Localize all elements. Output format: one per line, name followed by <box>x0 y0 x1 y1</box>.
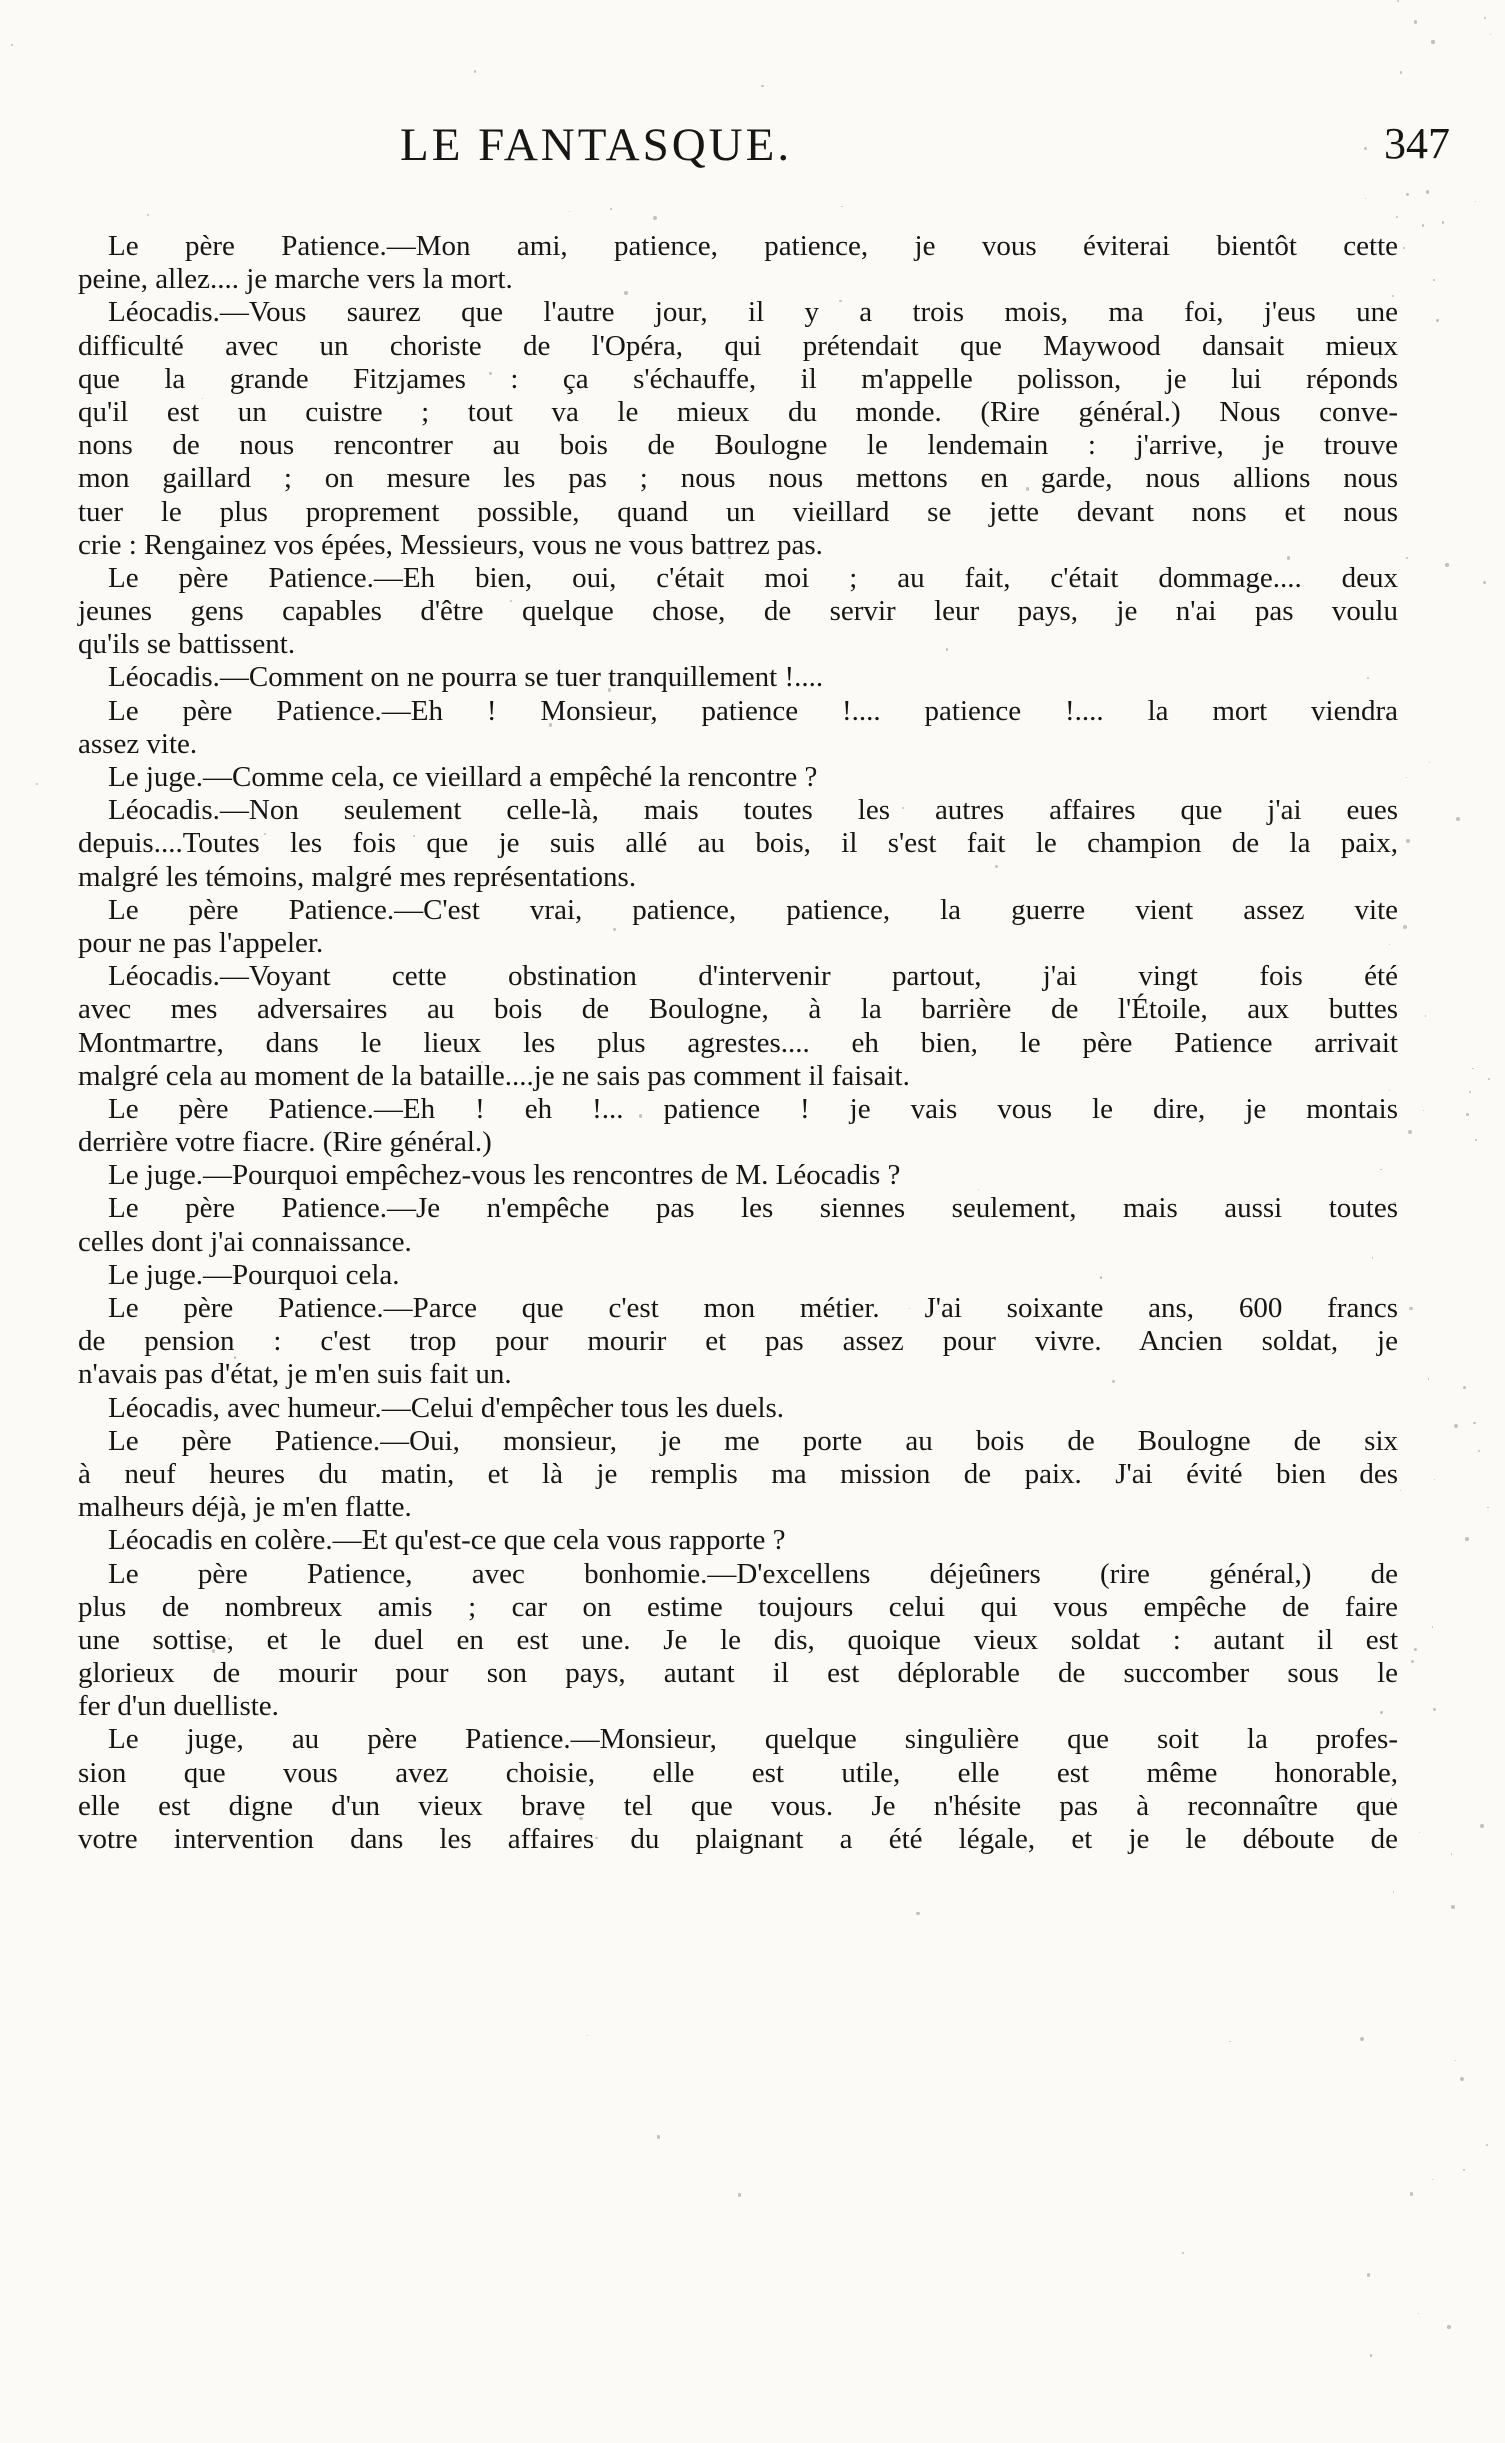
text-line: Le juge.—Pourquoi empêchez-vous les rencontres de M. Léocadis ? <box>108 1159 901 1192</box>
print-speck <box>1429 762 1430 763</box>
text-line: de pension : c'est trop pour mourir et pas assez pour vivre. Ancien soldat, je <box>78 1325 1398 1358</box>
print-speck <box>624 291 628 295</box>
print-speck <box>1463 1386 1466 1389</box>
print-speck <box>1447 2325 1451 2329</box>
print-speck <box>1483 581 1486 584</box>
text-line: Montmartre, dans le lieux les plus agrestes.... eh bien, le père Patience arrivait <box>78 1026 1398 1059</box>
text-line: assez vite. <box>78 727 198 760</box>
print-speck <box>1273 1809 1276 1812</box>
print-speck <box>1442 221 1444 223</box>
print-speck <box>1432 2179 1433 2180</box>
print-speck <box>36 783 38 785</box>
text-line: tuer le plus proprement possible, quand un vieillard se jette devant nons et nous <box>78 495 1398 528</box>
print-speck <box>1487 1507 1489 1509</box>
text-line: Le père Patience.—Eh ! eh !... patience ! je vais vous le dire, je montais <box>108 1092 1398 1125</box>
print-speck <box>1486 2144 1488 2146</box>
print-speck <box>639 1114 643 1118</box>
print-speck <box>841 206 842 207</box>
print-speck <box>212 1649 215 1652</box>
print-speck <box>1418 2313 1420 2315</box>
print-speck <box>653 216 657 220</box>
print-speck <box>1473 1422 1475 1424</box>
print-speck <box>1411 1660 1414 1663</box>
page-header <box>80 118 1460 188</box>
running-title: LE FANTASQUE. <box>400 119 793 171</box>
text-line: malheurs déjà, je m'en flatte. <box>78 1491 412 1524</box>
print-speck <box>1370 2354 1373 2357</box>
print-speck <box>1463 2169 1465 2171</box>
text-line: Le père Patience, avec bonhomie.—D'excellens déjeûners (rire général,) de <box>108 1557 1398 1590</box>
text-line: nons de nous rencontrer au bois de Boulogne le lendemain : j'arrive, je trouve <box>78 429 1398 462</box>
print-speck <box>946 648 948 650</box>
print-speck <box>1460 2077 1464 2081</box>
print-speck <box>549 723 553 727</box>
text-line: glorieux de mourir pour son pays, autant il est déplorable de succomber sous le <box>78 1657 1398 1690</box>
text-line: Le juge.—Pourquoi cela. <box>108 1258 400 1291</box>
print-speck <box>1478 1450 1480 1452</box>
text-line: avec mes adversaires au bois de Boulogne, à la barrière de l'Étoile, aux buttes <box>78 993 1398 1026</box>
text-line: n'avais pas d'état, je m'en suis fait un. <box>78 1358 512 1391</box>
text-line: Le père Patience.—Eh ! Monsieur, patience !.... patience !.... la mort viendra <box>108 694 1398 727</box>
print-speck <box>1425 1015 1427 1017</box>
text-line: fer d'un duelliste. <box>78 1690 279 1723</box>
print-speck <box>234 1356 236 1358</box>
print-speck <box>1414 20 1417 23</box>
print-speck <box>510 600 512 602</box>
text-line: Léocadis.—Vous saurez que l'autre jour, il y a trois mois, ma foi, j'eus une <box>108 296 1398 329</box>
text-line: qu'ils se battissent. <box>78 628 296 661</box>
print-speck <box>1182 2252 1184 2254</box>
print-speck <box>1423 1110 1424 1111</box>
print-speck <box>1454 1424 1458 1428</box>
text-line: peine, allez.... je marche vers la mort. <box>78 263 513 296</box>
print-speck <box>579 1817 582 1820</box>
print-speck <box>1472 1068 1473 1069</box>
print-speck <box>1451 1905 1455 1909</box>
print-speck <box>1475 1139 1477 1141</box>
print-speck <box>1433 1708 1436 1711</box>
print-speck <box>1419 1832 1420 1833</box>
print-speck <box>1445 563 1448 566</box>
print-speck <box>1393 1891 1395 1893</box>
body-text <box>78 230 1398 1856</box>
print-speck <box>1451 1853 1452 1854</box>
text-line: crie : Rengainez vos épées, Messieurs, vous ne vous battrez pas. <box>78 528 823 561</box>
text-line: malgré les témoins, malgré mes représentations. <box>78 860 637 893</box>
text-line: Le père Patience.—Parce que c'est mon métier. J'ai soixante ans, 600 francs <box>108 1292 1398 1324</box>
print-speck <box>1396 216 1398 218</box>
text-line: sion que vous avez choisie, elle est utile, elle est même honorable, <box>78 1756 1398 1789</box>
print-speck <box>1379 356 1381 358</box>
text-line: Léocadis.—Comment on ne pourra se tuer tranquillement !.... <box>108 661 824 694</box>
text-line: Le juge, au père Patience.—Monsieur, quelque singulière que soit la profes- <box>108 1723 1398 1756</box>
print-speck <box>147 214 149 216</box>
print-speck <box>1400 1490 1401 1491</box>
print-speck <box>474 70 476 72</box>
print-speck <box>1364 147 1367 150</box>
print-speck <box>1414 1648 1417 1651</box>
print-speck <box>1360 2037 1364 2041</box>
print-speck <box>1406 193 1410 197</box>
text-line: Léocadis, avec humeur.—Celui d'empêcher tous les duels. <box>108 1391 785 1424</box>
print-speck <box>608 688 611 691</box>
print-speck <box>839 300 841 302</box>
page-number: 347 <box>1384 119 1450 168</box>
print-speck <box>1229 2041 1230 2042</box>
print-speck <box>1426 190 1430 194</box>
text-line: à neuf heures du matin, et là je remplis ma mission de paix. J'ai évité bien des <box>78 1457 1398 1490</box>
print-speck <box>738 2193 741 2196</box>
text-line: Léocadis.—Non seulement celle-là, mais toutes les autres affaires que j'ai eues <box>108 794 1398 827</box>
print-speck <box>1026 487 1029 490</box>
text-line: Le père Patience.—C'est vrai, patience, patience, la guerre vient assez vite <box>108 893 1398 926</box>
print-speck <box>413 835 415 837</box>
print-speck <box>610 208 612 210</box>
text-line: Le père Patience.—Mon ami, patience, patience, je vous éviterai bientôt cette <box>108 230 1398 262</box>
text-line: elle est digne d'un vieux brave tel que vous. Je n'hésite pas à reconnaître que <box>78 1789 1398 1822</box>
print-speck <box>1406 839 1410 843</box>
print-speck <box>228 1638 230 1640</box>
print-speck <box>1484 17 1486 19</box>
print-speck <box>1465 1537 1468 1540</box>
print-speck <box>1432 1626 1434 1628</box>
text-line: jeunes gens capables d'être quelque chose, de servir leur pays, je n'ai pas voulu <box>78 595 1398 628</box>
text-line: celles dont j'ai connaissance. <box>78 1225 412 1258</box>
print-speck <box>11 44 13 46</box>
print-speck <box>657 2135 660 2138</box>
print-speck <box>1433 279 1435 281</box>
print-speck <box>1469 1091 1471 1093</box>
print-speck <box>1434 1479 1435 1480</box>
text-line: malgré cela au moment de la bataille....je ne sais pas comment il faisait. <box>78 1059 910 1092</box>
text-line: qu'il est un cuistre ; tout va le mieux du monde. (Rire général.) Nous conve- <box>78 395 1398 428</box>
print-speck <box>569 211 570 212</box>
print-speck <box>1367 2273 1371 2277</box>
print-speck <box>1409 1307 1413 1311</box>
print-speck <box>1455 2060 1456 2061</box>
text-line: depuis....Toutes les fois que je suis allé au bois, il s'est fait le champion de la paix, <box>78 827 1398 860</box>
text-line: que la grande Fitzjames : ça s'échauffe, il m'appelle polisson, je lui réponds <box>78 362 1398 395</box>
text-line: derrière votre fiacre. (Rire général.) <box>78 1126 492 1159</box>
text-line: une sottise, et le duel en est une. Je le dis, quoique vieux soldat : autant il est <box>78 1623 1398 1656</box>
text-line: votre intervention dans les affaires du plaignant a été légale, et je le déboute de <box>78 1823 1398 1855</box>
print-speck <box>1456 817 1460 821</box>
print-speck <box>587 2035 588 2036</box>
text-line: Le père Patience.—Je n'empêche pas les siennes seulement, mais aussi toutes <box>108 1192 1398 1225</box>
print-speck <box>995 865 998 868</box>
print-speck <box>1490 34 1491 35</box>
print-speck <box>1403 925 1407 929</box>
print-speck <box>1488 1078 1490 1080</box>
text-line: Léocadis.—Voyant cette obstination d'intervenir partout, j'ai vingt fois été <box>108 960 1398 993</box>
print-speck <box>1422 224 1424 226</box>
print-speck <box>1397 0 1399 2</box>
text-line: pour ne pas l'appeler. <box>78 926 324 959</box>
print-speck <box>1391 1798 1392 1799</box>
print-speck <box>1365 198 1366 199</box>
print-speck <box>1466 1113 1469 1116</box>
print-speck <box>916 1912 919 1915</box>
print-speck <box>128 976 129 977</box>
print-speck <box>1403 247 1405 249</box>
text-line: mon gaillard ; on mesure les pas ; nous nous mettons en garde, nous allions nous <box>78 462 1398 495</box>
print-speck <box>761 85 763 87</box>
print-speck <box>1410 2192 1413 2195</box>
text-line: Le père Patience.—Oui, monsieur, je me porte au bois de Boulogne de six <box>108 1424 1398 1457</box>
print-speck <box>1400 71 1403 74</box>
text-line: plus de nombreux amis ; car on estime toujours celui qui vous empêche de faire <box>78 1590 1398 1623</box>
print-speck <box>1475 201 1476 202</box>
print-speck <box>1428 1378 1430 1380</box>
print-speck <box>1480 1824 1484 1828</box>
print-speck <box>1406 557 1408 559</box>
text-line: Le juge.—Comme cela, ce vieillard a empêché la rencontre ? <box>108 761 818 793</box>
text-line: Léocadis en colère.—Et qu'est-ce que cela vous rapporte ? <box>108 1524 786 1557</box>
print-speck <box>1431 40 1434 43</box>
text-line: Le père Patience.—Eh bien, oui, c'était moi ; au fait, c'était dommage.... deux <box>108 561 1398 594</box>
print-speck <box>1406 777 1407 778</box>
print-speck <box>1408 1130 1412 1134</box>
print-speck <box>1436 319 1439 322</box>
text-line: difficulté avec un choriste de l'Opéra, qui prétendait que Maywood dansait mieux <box>78 329 1398 362</box>
